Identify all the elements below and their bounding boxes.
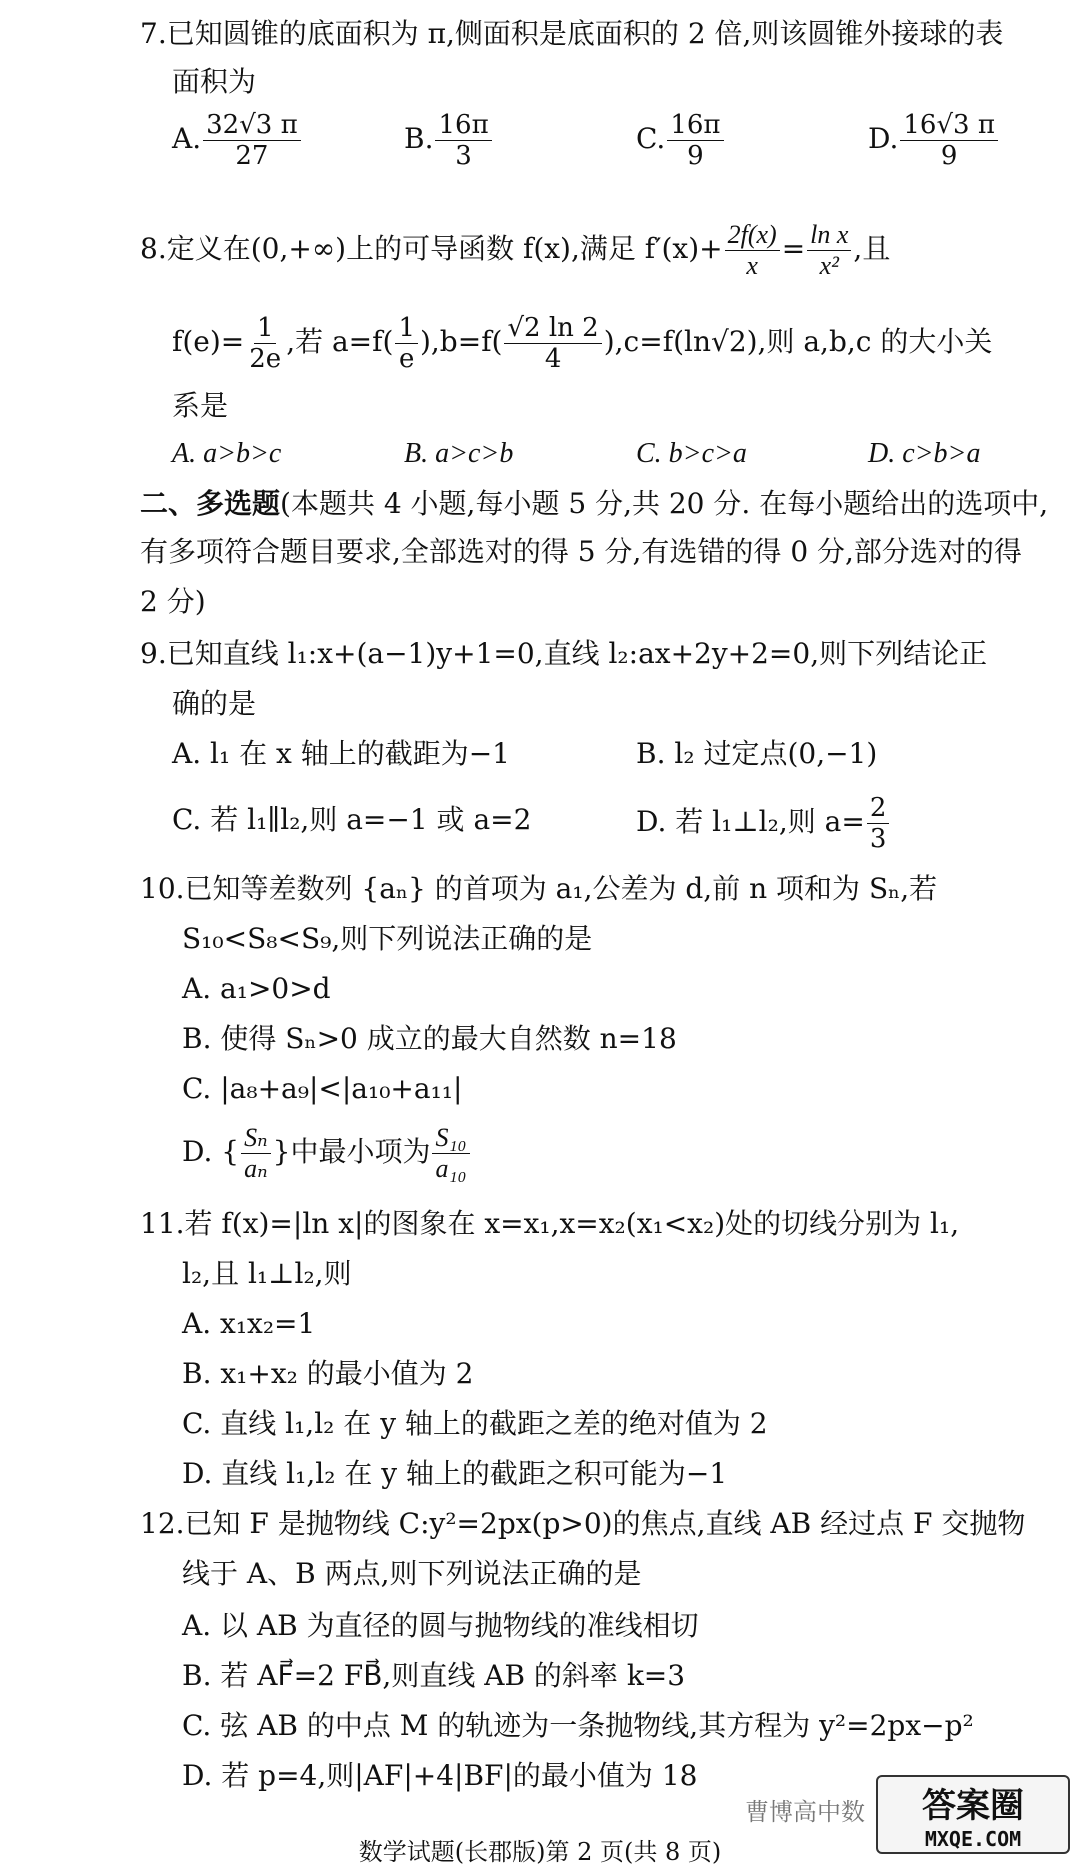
q10-stem-line2: S₁₀<S₈<S₉,则下列说法正确的是 bbox=[182, 922, 593, 955]
section-2-desc: (本题共 4 小题,每小题 5 分,共 20 分. 在每小题给出的选项中, bbox=[280, 487, 1049, 520]
q7-option-c: C. $\frac{16\pi}{9}$ bbox=[636, 112, 726, 169]
q9-option-a: A. l₁ 在 x 轴上的截距为−1 bbox=[172, 737, 510, 770]
q11-stem-line2: l₂,且 l₁⊥l₂,则 bbox=[182, 1257, 352, 1290]
q10-stem-line1: 10.已知等差数列 {aₙ} 的首项为 a₁,公差为 d,前 n 项和为 Sₙ,若 bbox=[140, 872, 938, 905]
q9-option-c: C. 若 l₁∥l₂,则 a=−1 或 a=2 bbox=[172, 803, 532, 836]
q11-option-b: B. x₁+x₂ 的最小值为 2 bbox=[182, 1357, 474, 1390]
logo-text: 答案圈 bbox=[922, 1786, 1024, 1826]
q10-option-b: B. 使得 Sₙ>0 成立的最大自然数 n=18 bbox=[182, 1022, 677, 1055]
q11-option-d: D. 直线 l₁,l₂ 在 y 轴上的截距之积可能为−1 bbox=[182, 1457, 728, 1490]
q8-option-c: C. b>c>a bbox=[636, 438, 747, 469]
q7-option-b: B. $\frac{16\pi}{3}$ bbox=[404, 112, 494, 169]
logo-url: MXQE.COM bbox=[924, 1827, 1022, 1851]
q8-option-a: A. a>b>c bbox=[172, 438, 282, 469]
q7-option-a: A. $\frac{32√3 \pi}{27}$ bbox=[172, 112, 303, 169]
page-footer: 数学试题(长郡版)第 2 页(共 8 页) bbox=[358, 1838, 722, 1866]
q9-option-b: B. l₂ 过定点(0,−1) bbox=[636, 737, 878, 770]
section-2-desc-line3: 2 分) bbox=[140, 585, 206, 618]
q10-option-a: A. a₁>0>d bbox=[182, 972, 331, 1005]
q12-option-a: A. 以 AB 为直径的圆与抛物线的准线相切 bbox=[182, 1609, 699, 1642]
q7-option-d: D. $\frac{16√3 \pi}{9}$ bbox=[868, 112, 1000, 169]
section-2-title: 二、多选题 bbox=[140, 487, 281, 520]
q11-stem-line1: 11.若 f(x)=|ln x|的图象在 x=x₁,x=x₂(x₁<x₂)处的切线分别为 l₁, bbox=[140, 1207, 960, 1240]
q9-stem-line2: 确的是 bbox=[172, 687, 257, 720]
section-2-desc-line2: 有多项符合题目要求,全部选对的得 5 分,有选错的得 0 分,部分选对的得 bbox=[140, 535, 1022, 568]
q11-option-c: C. 直线 l₁,l₂ 在 y 轴上的截距之差的绝对值为 2 bbox=[182, 1407, 768, 1440]
q11-option-a: A. x₁x₂=1 bbox=[182, 1307, 316, 1340]
q7-stem-line1: 7.已知圆锥的底面积为 π,侧面积是底面积的 2 倍,则该圆锥外接球的表 bbox=[140, 17, 1004, 50]
section-2-heading bbox=[140, 487, 1049, 520]
q9-stem-line1: 9.已知直线 l₁:x+(a−1)y+1=0,直线 l₂:ax+2y+2=0,则下列结论正 bbox=[140, 637, 988, 670]
q8-option-d: D. c>b>a bbox=[868, 438, 981, 469]
q7-stem-line2: 面积为 bbox=[172, 65, 257, 98]
q8-option-b: B. a>c>b bbox=[404, 438, 514, 469]
q10-option-d: D. { $\frac{\text{Sₙ}}{\text{aₙ}}$ }中最小项为 $\frac{\text{S₁₀}}{\text{a₁₀}}$ bbox=[182, 1125, 472, 1182]
watermark-text: 曹博高中数 bbox=[745, 1798, 865, 1826]
q8-stem-line2: f(e)= $\frac{1}{2e}$ ,若 a=f( $\frac{1}{e}$ ),b=f( $\frac{√2 \ln 2}{4}$ ),c=f(ln√2),则 a,b,c 的大小关 bbox=[172, 313, 993, 374]
q12-stem-line1: 12.已知 F 是抛物线 C:y²=2px(p>0)的焦点,直线 AB 经过点 F 交抛物 bbox=[140, 1507, 1026, 1540]
q12-stem-line2: 线于 A、B 两点,则下列说法正确的是 bbox=[182, 1557, 642, 1590]
q9-option-d: D. 若 l₁⊥l₂,则 a= $\frac{2}{3}$ bbox=[636, 795, 891, 852]
q12-option-d: D. 若 p=4,则|AF|+4|BF|的最小值为 18 bbox=[182, 1759, 698, 1792]
q12-option-c: C. 弦 AB 的中点 M 的轨迹为一条抛物线,其方程为 y²=2px−p² bbox=[182, 1709, 974, 1742]
q8-stem-line3: 系是 bbox=[172, 389, 229, 422]
q12-option-b: B. 若 AF⃗=2 FB⃗,则直线 AB 的斜率 k=3 bbox=[182, 1659, 686, 1692]
q8-stem-line1: 8.定义在(0,+∞)上的可导函数 f(x),满足 f′(x)+ $\frac{2f(x)}{x}$ = $\frac{\text{ln x}}{\text{x²}}$ ,且 bbox=[140, 220, 891, 280]
q10-option-c: C. |a₈+a₉|<|a₁₀+a₁₁| bbox=[182, 1072, 463, 1105]
